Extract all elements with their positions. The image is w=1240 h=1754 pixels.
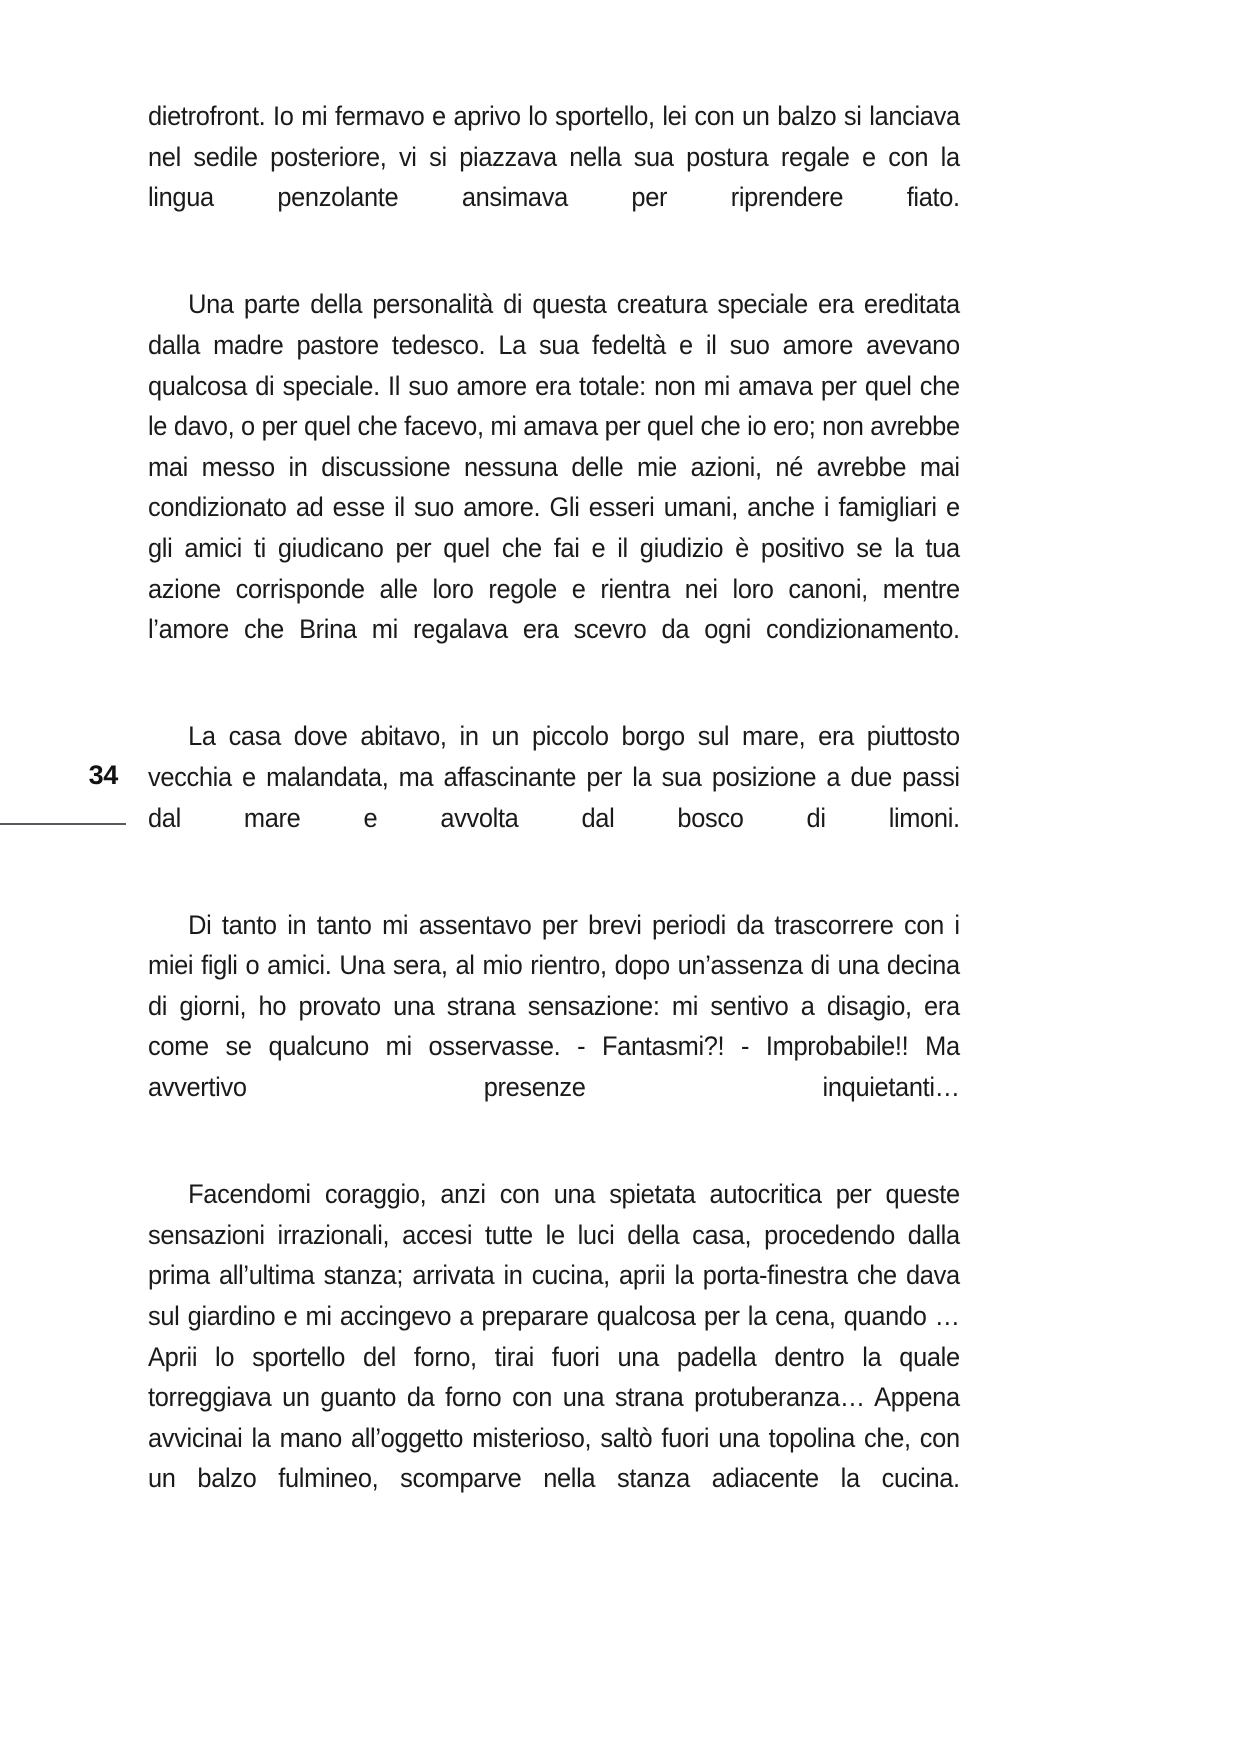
- paragraph-5: Facendomi coraggio, anzi con una spietata autocritica per queste sensazioni irrazionali, accesi tutte le luci della casa, procedendo dalla prima all’ultima stanza; arrivata in cucina, aprii la porta-finestra che dava sul giardino e mi accingevo a preparare qualcosa per la cena, quando … Aprii lo sportello del forno, tirai fuori una padella dentro la quale torreggiava un guanto da forno con una strana protuberanza… Appena avvicinai la mano all’oggetto misterioso, saltò fuori una topolina che, con un balzo fulmineo, scomparve nella stanza adiacente la cucina.: [148, 1179, 960, 1494]
- folio-divider-rule: [0, 823, 126, 825]
- body-text-column: [148, 96, 960, 1540]
- page-number: 34: [88, 760, 118, 790]
- folio-block: [0, 762, 126, 832]
- paragraph-1: dietrofront. Io mi fermavo e aprivo lo sportello, lei con un balzo si lanciava nel sedile posteriore, vi si piazzava nella sua postura regale e con la lingua penzolante ansimava per riprendere fiato.: [148, 101, 960, 213]
- paragraph-3: La casa dove abitavo, in un piccolo borgo sul mare, era piuttosto vecchia e malandata, ma affascinante per la sua posizione a due passi dal mare e avvolta dal bosco di limoni.: [148, 721, 960, 833]
- paragraph-4: Di tanto in tanto mi assentavo per brevi periodi da trascorrere con i miei figli o amici. Una sera, al mio rientro, dopo un’assenza di una decina di giorni, ho provato una strana sensazione: mi sentivo a disagio, era come se qualcuno mi osservasse. - Fantasmi?! - Improbabile!! Ma avvertivo presenze inquietanti…: [148, 909, 960, 1103]
- paragraph-2: Una parte della personalità di questa creatura speciale era ereditata dalla madre pastore tedesco. La sua fedeltà e il suo amore avevano qualcosa di speciale. Il suo amore era totale: non mi amava per quel che le davo, o per quel che facevo, mi amava per quel che io ero; non avrebbe mai messo in discussione nessuna delle mie azioni, né avrebbe mai condizionato ad esse il suo amore. Gli esseri umani, anche i famigliari e gli amici ti giudicano per quel che fai e il giudizio è positivo se la tua azione corrisponde alle loro regole e rientra nei loro canoni, mentre l’amore che Brina mi regalava era scevro da ogni condizionamento.: [148, 289, 960, 645]
